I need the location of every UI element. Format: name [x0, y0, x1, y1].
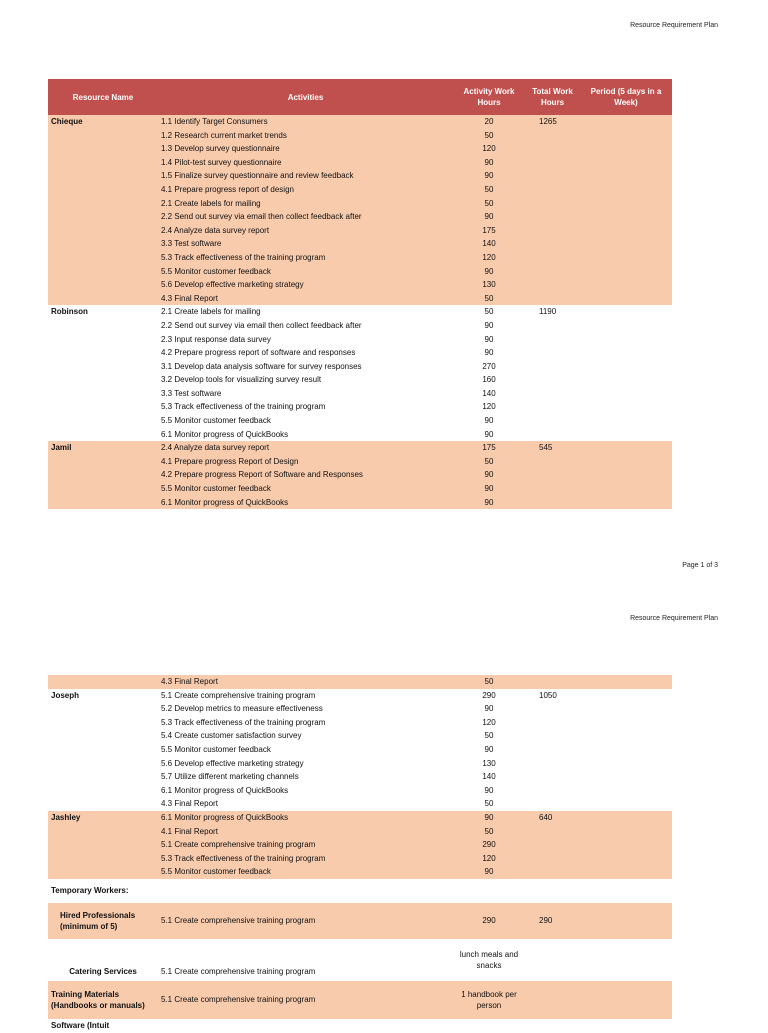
activity-hours-cell: 50 [453, 183, 525, 197]
activity-cell: 1.2 Research current market trends [158, 129, 453, 143]
period-cell [580, 197, 672, 211]
resource-table-page2 [48, 675, 672, 1033]
period-cell [580, 346, 672, 360]
resource-name-cell [48, 482, 158, 496]
total-hours-cell [525, 142, 580, 156]
activity-cell: 5.5 Monitor customer feedback [161, 744, 271, 754]
total-hours-cell [525, 455, 580, 469]
training-materials-row [48, 981, 672, 1019]
activity-cell: 4.1 Prepare progress report of design [158, 183, 453, 197]
resource-name-cell [48, 852, 158, 866]
activity-hours-cell: 50 [453, 197, 525, 211]
period-cell [580, 865, 672, 879]
resource-name-cell [48, 319, 158, 333]
activity-cell: 3.3 Test software [161, 388, 222, 398]
activity-hours-cell: 50 [484, 307, 494, 317]
resource-name-cell [48, 156, 158, 170]
resource-name-cell [48, 224, 158, 238]
activity-hours-cell: 140 [482, 772, 496, 782]
activity-hours-cell: 90 [484, 320, 494, 330]
total-hours-cell [525, 183, 580, 197]
activity-cell: 5.3 Track effectiveness of the training program [158, 852, 453, 866]
total-hours-cell [525, 468, 580, 482]
period-cell [580, 702, 672, 716]
period-cell [580, 784, 672, 798]
table-row [48, 441, 672, 455]
resource-table-page1 [48, 79, 672, 509]
table-row [48, 811, 672, 825]
resource-name-cell [48, 400, 158, 414]
activity-hours-cell: 270 [482, 361, 496, 371]
table-row [48, 865, 672, 879]
activity-cell: 2.2 Send out survey via email then collect feedback after [161, 320, 362, 330]
activity-hours-cell: 90 [453, 496, 525, 510]
activity-cell: 4.3 Final Report [158, 675, 453, 689]
table-row [48, 156, 672, 170]
resource-name-cell [48, 278, 158, 292]
total-hours-cell [525, 224, 580, 238]
total-hours-cell [525, 797, 580, 811]
activity-cell: 4.2 Prepare progress Report of Software and Responses [158, 468, 453, 482]
activity-cell: 5.5 Monitor customer feedback [158, 265, 453, 279]
activity-hours-cell: 90 [484, 334, 494, 344]
table-row [48, 729, 672, 743]
activity-cell: 5.2 Develop metrics to measure effectiveness [161, 704, 323, 714]
activity-hours-cell: 50 [453, 129, 525, 143]
total-hours-cell [525, 743, 580, 757]
activity-cell: 5.3 Track effectiveness of the training program [158, 251, 453, 265]
activity-hours-cell: 120 [453, 251, 525, 265]
table-row [48, 496, 672, 510]
period-cell [580, 675, 672, 689]
activity-cell: 4.3 Final Report [158, 292, 453, 306]
activity-hours-cell: 90 [484, 704, 494, 714]
activity-hours-cell: 90 [484, 348, 494, 358]
activity-cell: 5.5 Monitor customer feedback [158, 482, 453, 496]
activity-hours-cell: 50 [453, 675, 525, 689]
table-row [48, 319, 672, 333]
activity-hours-cell: 90 [453, 210, 525, 224]
table-row [48, 333, 672, 347]
total-hours-cell: 1050 [539, 690, 557, 700]
total-hours-cell [525, 278, 580, 292]
activity-hours-cell: 90 [453, 482, 525, 496]
activity-cell: 5.6 Develop effective marketing strategy [158, 278, 453, 292]
resource-name-cell [48, 129, 158, 143]
period-cell [580, 373, 672, 387]
table-row [48, 770, 672, 784]
resource-name-cell [48, 292, 158, 306]
total-hours-cell [525, 428, 580, 442]
table-row [48, 142, 672, 156]
total-hours-cell [525, 716, 580, 730]
resource-name-cell: Jamil [48, 441, 158, 455]
activity-hours-cell: 50 [484, 799, 494, 809]
total-hours-cell [525, 319, 580, 333]
activity-cell: 2.1 Create labels for mailing [158, 197, 453, 211]
resource-name-cell [48, 825, 158, 839]
hired-name: Hired Professionals (minimum of 5) [48, 903, 158, 939]
activity-cell: 4.2 Prepare progress report of software and responses [161, 348, 356, 358]
table-row [48, 702, 672, 716]
total-hours-cell [525, 197, 580, 211]
resource-name-cell [48, 360, 158, 374]
activity-cell: 1.4 Pilot-test survey questionnaire [158, 156, 453, 170]
total-hours-cell [525, 825, 580, 839]
table-row [48, 197, 672, 211]
table-row [48, 797, 672, 811]
col-activities: Activities [158, 79, 453, 115]
activity-cell: 3.1 Develop data analysis software for survey responses [161, 361, 362, 371]
activity-cell: 2.4 Analyze data survey report [158, 224, 453, 238]
total-hours-cell [525, 482, 580, 496]
resource-name-cell [48, 455, 158, 469]
total-hours-cell [525, 702, 580, 716]
table-row [48, 373, 672, 387]
period-cell [580, 265, 672, 279]
total-hours-cell [525, 865, 580, 879]
total-hours-cell [525, 251, 580, 265]
table-row [48, 482, 672, 496]
total-hours-cell [525, 265, 580, 279]
table-row [48, 468, 672, 482]
resource-name-cell [48, 237, 158, 251]
resource-name-cell [48, 797, 158, 811]
period-cell [580, 251, 672, 265]
total-hours-cell [525, 292, 580, 306]
table-row [48, 757, 672, 771]
hired-hours: 290 [453, 903, 525, 939]
table-row [48, 784, 672, 798]
activity-cell: 2.4 Analyze data survey report [158, 441, 453, 455]
activity-hours-cell: 50 [453, 292, 525, 306]
activity-hours-cell: 140 [482, 388, 496, 398]
period-cell [580, 210, 672, 224]
total-hours-cell [525, 169, 580, 183]
table-row [48, 305, 672, 319]
period-cell [580, 414, 672, 428]
total-hours-cell [525, 496, 580, 510]
activity-hours-cell: 90 [484, 744, 494, 754]
period-cell [580, 237, 672, 251]
activity-cell: 5.3 Track effectiveness of the training program [161, 402, 326, 412]
total-hours-cell [525, 156, 580, 170]
catering-activity: 5.1 Create comprehensive training program [161, 967, 316, 977]
period-cell [580, 387, 672, 401]
resource-name-cell [48, 183, 158, 197]
table-row [48, 292, 672, 306]
activity-cell: 1.5 Finalize survey questionnaire and review feedback [158, 169, 453, 183]
hired-row [48, 903, 672, 939]
hired-total: 290 [525, 903, 580, 939]
period-cell [580, 496, 672, 510]
total-hours-cell [525, 129, 580, 143]
resource-name-cell [48, 496, 158, 510]
activity-hours-cell: 175 [453, 224, 525, 238]
period-cell [580, 716, 672, 730]
total-hours-cell: 1190 [539, 307, 557, 317]
resource-name-cell [48, 265, 158, 279]
table-row [48, 169, 672, 183]
period-cell [580, 319, 672, 333]
period-cell [580, 115, 672, 129]
period-cell [580, 757, 672, 771]
period-cell [580, 797, 672, 811]
table-row [48, 400, 672, 414]
table-row [48, 387, 672, 401]
resource-name-cell [48, 770, 158, 784]
table-row [48, 360, 672, 374]
period-cell [580, 224, 672, 238]
activity-cell: 5.7 Utilize different marketing channels [161, 772, 299, 782]
resource-name-cell [48, 142, 158, 156]
total-hours-cell [525, 210, 580, 224]
table-row [48, 278, 672, 292]
period-cell [580, 838, 672, 852]
resource-name-cell [48, 675, 158, 689]
header-title-1: Resource Requirement Plan [630, 22, 718, 29]
activity-cell: 2.2 Send out survey via email then collect feedback after [158, 210, 453, 224]
resource-name-cell: Joseph [51, 690, 80, 700]
resource-name-cell: Jashley [48, 811, 158, 825]
activity-hours-cell: 90 [484, 785, 494, 795]
activity-hours-cell: 130 [453, 278, 525, 292]
table-row [48, 743, 672, 757]
period-cell [580, 852, 672, 866]
table-row [48, 689, 672, 703]
activity-hours-cell: 90 [453, 156, 525, 170]
col-period: Period (5 days in a Week) [580, 79, 672, 115]
table-row [48, 675, 672, 689]
resource-name-cell [48, 743, 158, 757]
table-row [48, 414, 672, 428]
table-row [48, 251, 672, 265]
activity-cell: 5.1 Create comprehensive training program [158, 838, 453, 852]
period-cell [580, 292, 672, 306]
catering-row [48, 939, 672, 981]
activity-cell: 1.3 Develop survey questionnaire [158, 142, 453, 156]
page-number: Page 1 of 3 [682, 562, 718, 569]
period-cell [580, 360, 672, 374]
temp-workers-label: Temporary Workers: [51, 886, 129, 896]
period-cell [580, 142, 672, 156]
resource-name-cell: Robinson [51, 307, 88, 317]
total-hours-cell [525, 729, 580, 743]
total-hours-cell [525, 852, 580, 866]
period-cell [580, 428, 672, 442]
period-cell [580, 333, 672, 347]
resource-name-cell [48, 702, 158, 716]
resource-name-cell [48, 716, 158, 730]
activity-hours-cell: 50 [453, 825, 525, 839]
activity-cell: 4.3 Final Report [161, 799, 218, 809]
total-hours-cell [525, 770, 580, 784]
activity-cell: 6.1 Monitor progress of QuickBooks [161, 429, 289, 439]
resource-name-cell [48, 387, 158, 401]
col-total-hours: Total Work Hours [525, 79, 580, 115]
table-row [48, 115, 672, 129]
resource-name-cell [48, 865, 158, 879]
activity-hours-cell: 140 [453, 237, 525, 251]
activity-hours-cell: 290 [482, 690, 496, 700]
table-row [48, 237, 672, 251]
activity-hours-cell: 50 [484, 731, 494, 741]
activity-cell: 5.6 Develop effective marketing strategy [161, 758, 304, 768]
total-hours-cell [525, 414, 580, 428]
total-hours-cell [525, 373, 580, 387]
training-materials-name: Training Materials (Handbooks or manuals) [48, 981, 158, 1019]
activity-hours-cell: 90 [484, 416, 494, 426]
total-hours-cell [525, 237, 580, 251]
total-hours-cell [525, 387, 580, 401]
activity-hours-cell: 90 [453, 811, 525, 825]
activity-cell: 1.1 Identify Target Consumers [158, 115, 453, 129]
period-cell [580, 183, 672, 197]
activity-cell: 4.1 Final Report [158, 825, 453, 839]
period-cell [580, 743, 672, 757]
period-cell [580, 811, 672, 825]
total-hours-cell: 545 [525, 441, 580, 455]
table-row [48, 838, 672, 852]
resource-name-cell [48, 210, 158, 224]
header-title-2: Resource Requirement Plan [630, 615, 718, 622]
activity-hours-cell: 90 [484, 429, 494, 439]
activity-cell: 5.4 Create customer satisfaction survey [161, 731, 302, 741]
training-materials-hours: 1 handbook per person [453, 981, 525, 1019]
table-row [48, 455, 672, 469]
activity-hours-cell: 90 [453, 865, 525, 879]
period-cell [580, 305, 672, 319]
total-hours-cell [525, 675, 580, 689]
total-hours-cell [525, 838, 580, 852]
period-cell [580, 169, 672, 183]
total-hours-cell: 640 [525, 811, 580, 825]
total-hours-cell [525, 346, 580, 360]
period-cell [580, 441, 672, 455]
activity-hours-cell: 50 [453, 455, 525, 469]
resource-name-cell [48, 251, 158, 265]
hired-activity: 5.1 Create comprehensive training program [158, 903, 453, 939]
total-hours-cell [525, 757, 580, 771]
activity-hours-cell: 20 [453, 115, 525, 129]
period-cell [580, 156, 672, 170]
activity-cell: 3.3 Test software [158, 237, 453, 251]
resource-name-cell [48, 757, 158, 771]
activity-cell: 2.1 Create labels for mailing [161, 307, 261, 317]
period-cell [580, 825, 672, 839]
activity-cell: 2.3 Input response data survey [161, 334, 271, 344]
total-hours-cell [525, 360, 580, 374]
resource-name-cell [48, 414, 158, 428]
period-cell [580, 729, 672, 743]
activity-hours-cell: 90 [453, 265, 525, 279]
activity-cell: 6.1 Monitor progress of QuickBooks [158, 811, 453, 825]
resource-name-cell [48, 333, 158, 347]
resource-name-cell: Chieque [48, 115, 158, 129]
total-hours-cell [525, 400, 580, 414]
table-row [48, 346, 672, 360]
activity-hours-cell: 160 [482, 375, 496, 385]
resource-name-cell [48, 784, 158, 798]
table-row [48, 129, 672, 143]
resource-name-cell [48, 373, 158, 387]
resource-name-cell [48, 729, 158, 743]
resource-name-cell [48, 346, 158, 360]
software-name: Software (Intuit [51, 1020, 110, 1030]
period-cell [580, 468, 672, 482]
col-activity-hours: Activity Work Hours [453, 79, 525, 115]
activity-cell: 5.5 Monitor customer feedback [158, 865, 453, 879]
total-hours-cell [525, 333, 580, 347]
activity-cell: 5.1 Create comprehensive training program [161, 690, 316, 700]
activity-hours-cell: 120 [453, 142, 525, 156]
activity-hours-cell: 120 [453, 852, 525, 866]
period-cell [580, 278, 672, 292]
table-row [48, 825, 672, 839]
period-cell [580, 400, 672, 414]
activity-hours-cell: 120 [482, 717, 496, 727]
period-cell [580, 689, 672, 703]
training-materials-activity: 5.1 Create comprehensive training program [158, 981, 453, 1019]
table-row [48, 265, 672, 279]
table-row [48, 210, 672, 224]
period-cell [580, 482, 672, 496]
activity-hours-cell: 120 [482, 402, 496, 412]
activity-hours-cell: 90 [453, 169, 525, 183]
catering-name: Catering Services [69, 967, 137, 977]
activity-hours-cell: 290 [453, 838, 525, 852]
resource-name-cell [48, 197, 158, 211]
table-row [48, 852, 672, 866]
period-cell [580, 455, 672, 469]
activity-hours-cell: 90 [453, 468, 525, 482]
period-cell [580, 129, 672, 143]
activity-cell: 6.1 Monitor progress of QuickBooks [161, 785, 289, 795]
resource-name-cell [48, 468, 158, 482]
table-row [48, 224, 672, 238]
total-hours-cell: 1265 [525, 115, 580, 129]
temp-workers-row [48, 879, 672, 903]
activity-hours-cell: 175 [453, 441, 525, 455]
activity-cell: 3.2 Develop tools for visualizing survey result [161, 375, 322, 385]
catering-hours: lunch meals and snacks [459, 949, 519, 970]
total-hours-cell [525, 784, 580, 798]
activity-cell: 5.3 Track effectiveness of the training program [161, 717, 326, 727]
table-row [48, 183, 672, 197]
resource-name-cell [48, 169, 158, 183]
activity-cell: 4.1 Prepare progress Report of Design [158, 455, 453, 469]
table-row [48, 428, 672, 442]
table-row [48, 716, 672, 730]
activity-cell: 6.1 Monitor progress of QuickBooks [158, 496, 453, 510]
software-row [48, 1019, 672, 1033]
activity-cell: 5.5 Monitor customer feedback [161, 416, 271, 426]
resource-name-cell [48, 428, 158, 442]
col-resource-name: Resource Name [48, 79, 158, 115]
activity-hours-cell: 130 [482, 758, 496, 768]
period-cell [580, 770, 672, 784]
resource-name-cell [48, 838, 158, 852]
